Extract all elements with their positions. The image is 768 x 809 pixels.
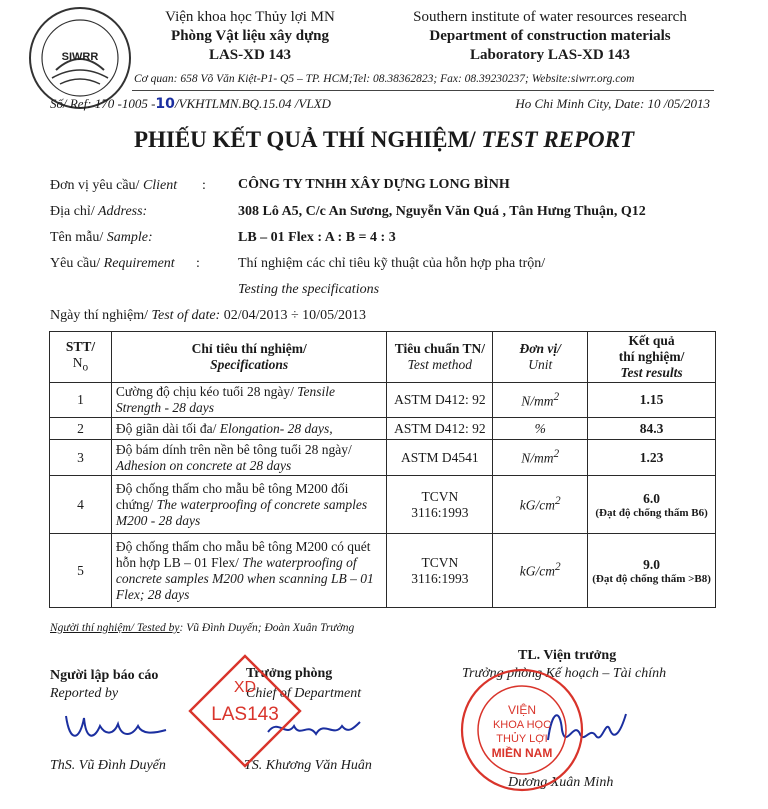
- reporter-title-vi: Người lập báo cáo: [50, 668, 159, 683]
- header-stt-n: N: [72, 354, 83, 370]
- header-unit-vi: Đơn vị/: [519, 341, 561, 356]
- header-method-vi: Tiêu chuẩn TN/: [394, 341, 485, 356]
- client-label: [50, 178, 177, 194]
- header-stt-sub: o: [82, 361, 89, 374]
- header-divider: [132, 90, 714, 91]
- institute-name-en: Southern institute of water resources research: [413, 9, 687, 25]
- unit-base: %: [534, 420, 546, 436]
- header-results: [588, 332, 716, 383]
- row-method: ASTM D4541: [387, 440, 493, 476]
- row-number: 4: [50, 476, 112, 534]
- spec-en: The waterproofing of concrete samples M200 when scanning LB – 01 Flex; 28 days: [115, 554, 374, 602]
- row-specification: [111, 440, 386, 476]
- table-row: [50, 534, 716, 608]
- spec-vi: Cường độ chịu kéo tuổi 28 ngày/: [115, 384, 294, 399]
- unit-base: N/mm: [521, 450, 554, 466]
- table-header-row: [50, 332, 716, 383]
- report-title: [0, 127, 768, 153]
- test-date: [50, 308, 366, 324]
- row-result: [588, 534, 716, 608]
- requirement-value-vi: Thí nghiệm các chỉ tiêu kỹ thuật của hỗn hợp pha trộn/: [238, 256, 546, 271]
- address-value: 308 Lô A5, C/c An Sương, Nguyễn Văn Quá , Tân Hưng Thuận, Q12: [238, 204, 646, 219]
- spec-en: Tensile Strength - 28 days: [115, 384, 336, 415]
- row-method: TCVN 3116:1993: [387, 534, 493, 608]
- report-date: Ho Chi Minh City, Date: 10 /05/2013: [515, 96, 710, 111]
- row-unit: [493, 440, 588, 476]
- header-stt: [50, 332, 112, 383]
- stamp-line-1: VIỆN: [507, 703, 537, 717]
- spec-vi: Độ chống thấm cho mẫu bê tông M200 đối chứng/: [115, 480, 349, 512]
- stamp-line-4: MIỀN NAM: [491, 746, 553, 760]
- reporter-name: ThS. Vũ Đình Duyến: [50, 758, 166, 773]
- spec-vi: Độ bám dính trên nền bê tông tuổi 28 ngày/: [115, 441, 352, 457]
- row-specification: [111, 534, 386, 608]
- unit-sup: 2: [555, 495, 561, 508]
- stamp-line-2: KHOA HỌC: [492, 719, 552, 731]
- unit-sup: 2: [553, 448, 560, 461]
- results-table: [49, 331, 716, 608]
- header-stt-vi: STT/: [65, 338, 96, 354]
- header-result-vi2: thí nghiệm/: [618, 349, 685, 364]
- department-name-en: Department of construction materials: [429, 28, 671, 44]
- stamp-xd-main: LAS143: [211, 704, 279, 725]
- result-note: (Đạt độ chống thấm >B8): [592, 572, 711, 585]
- row-unit: [493, 383, 588, 418]
- row-unit: [493, 534, 588, 608]
- logo-text: SIWRR: [61, 51, 99, 63]
- chief-title-en: Chief of Department: [246, 686, 362, 701]
- unit-base: kG/cm: [519, 563, 556, 579]
- row-result: 84.3: [588, 418, 716, 440]
- spec-vi: Độ chống thấm cho mẫu bê tông M200 có quét hỗn hợp LB – 01 Flex/: [115, 538, 371, 570]
- table-row: [50, 383, 716, 418]
- director-name: Dương Xuân Minh: [508, 775, 614, 790]
- spec-en: Elongation- 28 days,: [216, 420, 333, 436]
- sample-label: [50, 230, 153, 246]
- test-date-value: 02/04/2013 ÷ 10/05/2013: [220, 308, 366, 323]
- result-value: 9.0: [643, 556, 661, 572]
- director-department: Trưởng phòng Kế hoạch – Tài chính: [462, 666, 667, 681]
- institute-name-vi: Viện khoa học Thủy lợi MN: [165, 9, 335, 25]
- reference-suffix: /VKHTLMN.BQ.15.04 /VLXD: [174, 96, 331, 111]
- director-title: TL. Viện trưởng: [518, 648, 617, 663]
- institute-round-stamp: [458, 666, 586, 794]
- header-result-vi1: Kết quả: [628, 333, 675, 348]
- row-method: ASTM D412: 92: [387, 418, 493, 440]
- unit-sup: 2: [555, 561, 561, 574]
- handwritten-number: 10: [155, 96, 175, 112]
- contact-info: Cơ quan: 658 Võ Văn Kiệt-P1- Q5 – TP. HCM;Tel: 08.38362823; Fax: 08.39230237; Website:siwrr.org.com: [134, 73, 635, 85]
- address-label-vi: Địa chỉ/: [50, 204, 95, 219]
- row-specification: [111, 383, 386, 418]
- row-method: ASTM D412: 92: [387, 383, 493, 418]
- requirement-value-en: Testing the specifications: [238, 282, 380, 297]
- table-row: [50, 440, 716, 476]
- row-specification: [111, 476, 386, 534]
- spec-en: Adhesion on concrete at 28 days: [115, 457, 292, 473]
- stamp-line-3: THỦY LỢI: [496, 733, 548, 745]
- header-unit-en: Unit: [528, 357, 553, 372]
- client-colon: :: [202, 178, 206, 193]
- requirement-label-en: Requirement: [100, 256, 175, 271]
- header-spec-en: Specifications: [210, 357, 289, 372]
- unit-base: N/mm: [521, 393, 554, 409]
- sample-value: LB – 01 Flex : A : B = 4 : 3: [238, 230, 396, 245]
- requirement-colon: :: [196, 256, 200, 271]
- reference-prefix: Số/ Ref: 170 -1005 -: [50, 96, 156, 111]
- header-unit: [493, 332, 588, 383]
- spec-vi: Độ giãn dài tối đa/: [115, 420, 217, 436]
- row-method: TCVN 3116:1993: [387, 476, 493, 534]
- row-unit: [493, 418, 588, 440]
- row-result: 1.23: [588, 440, 716, 476]
- las-xd-stamp: [186, 652, 304, 770]
- sample-label-en: Sample:: [103, 230, 153, 245]
- result-value: 6.0: [643, 490, 661, 506]
- chief-title-vi: Trưởng phòng: [246, 666, 333, 681]
- header-stt-en: [54, 355, 107, 376]
- lab-code-vi: LAS-XD 143: [208, 47, 292, 63]
- requirement-label-vi: Yêu cầu/: [50, 256, 101, 271]
- title-vi: PHIẾU KẾT QUẢ THÍ NGHIỆM/: [133, 127, 476, 152]
- client-label-en: Client: [139, 178, 178, 193]
- table-row: [50, 476, 716, 534]
- testers-label: Người thí nghiệm/ Tested by: [50, 622, 180, 634]
- row-result: [588, 476, 716, 534]
- testers-line: [50, 622, 354, 634]
- title-en: TEST REPORT: [475, 127, 635, 152]
- unit-base: kG/cm: [519, 497, 556, 513]
- reporter-title-en: Reported by: [50, 686, 119, 701]
- client-value: CÔNG TY TNHH XÂY DỰNG LONG BÌNH: [238, 177, 510, 192]
- header-test-method: [387, 332, 493, 383]
- row-number: 5: [50, 534, 112, 608]
- chief-name: TS. Khương Văn Huân: [244, 758, 372, 773]
- department-name-vi: Phòng Vật liệu xây dựng: [171, 28, 329, 44]
- header-specifications: [111, 332, 386, 383]
- row-number: 1: [50, 383, 112, 418]
- header-method-en: Test method: [407, 357, 473, 372]
- client-label-vi: Đơn vị yêu cầu/: [50, 178, 140, 193]
- header-right: [388, 8, 712, 65]
- reference-number: [50, 96, 331, 112]
- test-date-label-en: Test of date:: [148, 308, 221, 323]
- sample-label-vi: Tên mẫu/: [50, 230, 104, 245]
- row-specification: [111, 418, 386, 440]
- spec-en: The waterproofing of concrete samples M200 - 28 days: [115, 496, 368, 528]
- row-unit: [493, 476, 588, 534]
- requirement-label: [50, 256, 175, 272]
- lab-code-en: Laboratory LAS-XD 143: [470, 47, 630, 63]
- unit-sup: 2: [553, 390, 560, 403]
- test-date-label-vi: Ngày thí nghiệm/: [50, 308, 148, 323]
- row-result: 1.15: [588, 383, 716, 418]
- reporter-signature: [62, 704, 172, 748]
- address-label: [50, 204, 147, 220]
- address-label-en: Address:: [94, 204, 148, 219]
- header-result-en: Test results: [620, 365, 683, 380]
- row-number: 3: [50, 440, 112, 476]
- header-spec-vi: Chỉ tiêu thí nghiệm/: [191, 341, 307, 356]
- testers-names: : Vũ Đình Duyến; Đoàn Xuân Trường: [179, 622, 355, 634]
- row-number: 2: [50, 418, 112, 440]
- table-row: [50, 418, 716, 440]
- stamp-xd-top: XD: [233, 679, 257, 696]
- header-left: [130, 8, 370, 65]
- result-note: (Đạt độ chống thấm B6): [595, 506, 708, 519]
